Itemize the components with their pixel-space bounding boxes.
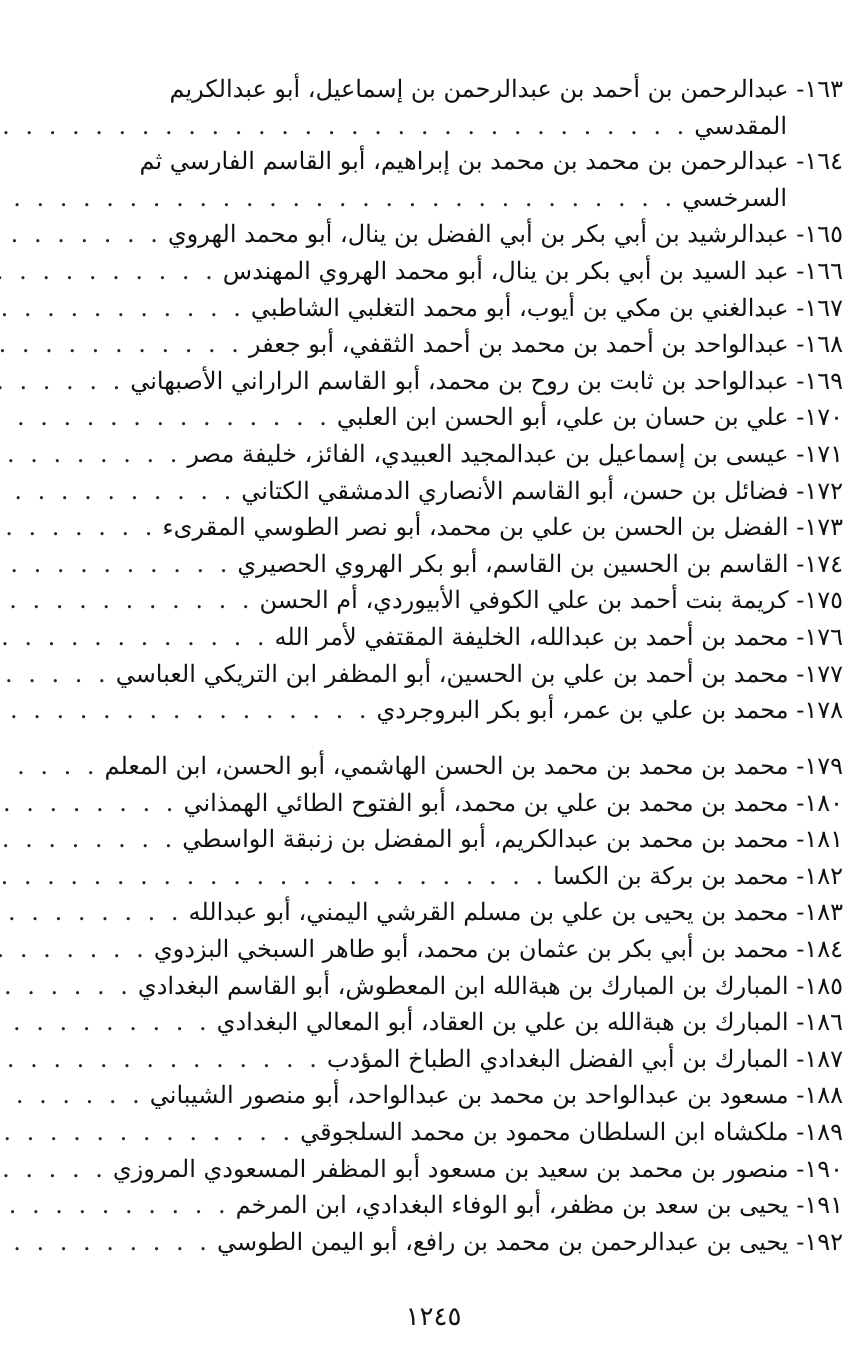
entry-title: ١٧١- عيسى بن إسماعيل بن عبدالمجيد العبيدي، الفائز، خليفة مصر [187,439,843,468]
leader-dots [0,109,694,145]
toc-entry-line [92,931,843,968]
toc-entry-line [92,108,843,145]
entry-title: ١٩٢- يحيى بن عبدالرحمن بن محمد بن رافع، أبو اليمن الطوسي [216,1227,843,1256]
leader-dots [0,327,249,363]
entry-title: ١٨٦- المبارك بن هبةالله بن علي بن العقاد، أبو المعالي البغدادي [216,1008,843,1037]
entry-title: ١٨٤- محمد بن أبي بكر بن عثمان بن محمد، أبو طاهر السبخي البزدوي [153,934,843,963]
toc-entry-line [92,1114,843,1151]
toc-entry-line [92,290,843,327]
toc-entry-line [92,180,843,217]
toc-entry-line [92,253,843,290]
entry-title: ١٧٣- الفضل بن الحسن بن علي بن محمد، أبو نصر الطوسي المقرىء [162,513,843,542]
entry-title: ١٩٠- منصور بن محمد بن سعيد بن مسعود أبو المظفر المسعودي المروزي [112,1154,843,1183]
toc-entry [92,894,843,931]
toc-entry-line [92,858,843,895]
entry-title: ١٨٥- المبارك بن المبارك بن هبةالله ابن المعطوش، أبو القاسم البغدادي [137,971,843,1000]
toc-entry [92,436,843,473]
toc-entry-line [92,436,843,473]
toc-entry-line [92,968,843,1005]
toc-entry-line [92,748,843,785]
entry-title: ١٦٦- عبد السيد بن أبي بكر بن ينال، أبو محمد الهروي المهندس [222,256,843,285]
toc-entry-line [92,894,843,931]
leader-dots [0,1115,300,1151]
leader-dots [0,932,154,968]
toc-entry [92,546,843,583]
entry-title: ١٩١- يحيى بن سعد بن مظفر، أبو الوفاء البغدادي، ابن المرخم [235,1191,843,1220]
leader-dots [0,969,138,1005]
toc-entry-line [92,326,843,363]
entry-title: ١٨٣- محمد بن يحيى بن علي بن مسلم القرشي اليمني، أبو عبدالله [188,898,843,927]
toc-entry-line [92,785,843,822]
toc-entry-line [92,1224,843,1261]
entry-title: ١٨٠- محمد بن محمد بن علي بن محمد، أبو الفتوح الطائي الهمذاني [183,788,843,817]
leader-dots [0,1225,217,1261]
leader-dots [0,859,553,895]
toc-entry-line [92,692,843,729]
entry-title: ١٧٢- فضائل بن حسن، أبو القاسم الأنصاري الدمشقي الكتاني [241,476,843,505]
entry-title: ١٦٥- عبدالرشيد بن أبي بكر بن أبي الفضل بن ينال، أبو محمد الهروي [167,220,843,249]
toc-entry [92,1224,843,1261]
toc-entry [92,399,843,436]
leader-dots [0,822,182,858]
toc-entry [92,1004,843,1041]
leader-dots [0,474,241,510]
toc-entry [92,363,843,400]
toc-entry [92,473,843,510]
toc-entry-line [92,1151,843,1188]
toc-entry [92,785,843,822]
entry-title: ١٦٩- عبدالواحد بن ثابت بن روح بن محمد، أبو القاسم الراراني الأصبهاني [130,366,843,395]
entry-title: ١٦٣- عبدالرحمن بن أحمد بن عبدالرحمن بن إسماعيل، أبو عبدالكريم [169,75,843,103]
leader-dots [0,217,168,253]
toc-section-lower [92,748,843,1260]
toc-entry-line [92,546,843,583]
toc-entry-line [92,1004,843,1041]
toc-entry-line [92,473,843,510]
toc-entry-line [92,72,843,108]
toc-entry-line [92,509,843,546]
toc-entry-line [92,821,843,858]
toc-entry [92,656,843,693]
leader-dots [0,364,130,400]
toc-entry [92,72,843,144]
toc-entry [92,144,843,216]
toc-entry [92,216,843,253]
entry-title: ١٧٠- علي بن حسان بن علي، أبو الحسن ابن العلبي [336,403,843,432]
leader-dots [0,1042,327,1078]
leader-dots [0,786,183,822]
toc-entry [92,253,843,290]
toc-entry [92,1041,843,1078]
leader-dots [0,583,260,619]
leader-dots [0,1005,217,1041]
toc-entry [92,1077,843,1114]
entry-title: ١٧٤- القاسم بن الحسين بن القاسم، أبو بكر الهروي الحصيري [237,549,843,578]
leader-dots [0,620,275,656]
entry-title: ١٨١- محمد بن محمد بن عبدالكريم، أبو المفضل بن زنبقة الواسطي [182,825,843,854]
leader-dots [0,291,251,327]
entry-title: ١٧٧- محمد بن أحمد بن علي بن الحسين، أبو المظفر ابن التريكي العباسي [115,659,843,688]
page-number: ١٢٤٥ [405,1302,462,1332]
entry-title: ١٧٩- محمد بن محمد بن محمد بن الحسن الهاشمي، أبو الحسن، ابن المعلم [104,752,843,780]
toc-entry-line [92,216,843,253]
toc-entry [92,509,843,546]
toc-entry [92,692,843,729]
leader-dots [0,254,223,290]
leader-dots [0,693,376,729]
entry-title: ١٧٦- محمد بن أحمد بن عبدالله، الخليفة المقتفي لأمر الله [274,622,843,651]
entry-title: ١٦٤- عبدالرحمن بن محمد بن محمد بن إبراهيم، أبو القاسم الفارسي ثم [139,147,843,176]
leader-dots [0,181,682,217]
toc-entry [92,821,843,858]
toc-entry-line [92,619,843,656]
entry-title: ١٦٨- عبدالواحد بن أحمد بن محمد بن أحمد الثقفي، أبو جعفر [248,330,843,359]
entry-title: ١٧٥- كريمة بنت أحمد بن علي الكوفي الأبيوردي، أم الحسن [259,586,843,615]
toc-entry-line [92,399,843,436]
toc-entry [92,619,843,656]
entry-title: ١٦٧- عبدالغني بن مكي بن أيوب، أبو محمد التغلبي الشاطبي [250,293,843,322]
toc-entry [92,326,843,363]
leader-dots [0,510,162,546]
toc-entry-line [92,363,843,400]
toc-entry-line [92,1041,843,1078]
toc-entry [92,748,843,785]
leader-dots [0,437,187,473]
toc-entry [92,1114,843,1151]
leader-dots [0,547,237,583]
leader-dots [0,400,337,436]
leader-dots [0,1188,236,1224]
entry-title: ١٧٨- محمد بن علي بن عمر، أبو بكر البروجردي [376,696,843,725]
leader-dots [0,749,105,785]
entry-title: المقدسي [694,111,787,140]
toc-entry [92,968,843,1005]
toc-section-upper [92,72,843,729]
leader-dots [0,657,116,693]
entry-title: السرخسي [682,183,787,212]
toc-entry [92,290,843,327]
toc-entry [92,1151,843,1188]
toc-entry [92,931,843,968]
leader-dots [0,1078,150,1114]
toc-entry [92,1187,843,1224]
entry-title: ١٨٧- المبارك بن أبي الفضل البغدادي الطباخ المؤدب [326,1044,843,1073]
entry-title: ١٨٩- ملكشاه ابن السلطان محمود بن محمد السلجوقي [300,1117,843,1146]
entry-title: ١٨٨- مسعود بن عبدالواحد بن محمد بن عبدالواحد، أبو منصور الشيباني [149,1081,843,1110]
entry-title: ١٨٢- محمد بن بركة بن الكسا [553,861,843,890]
toc-entry-line [92,1077,843,1114]
toc-entry-line [92,1187,843,1224]
toc-entry-line [92,582,843,619]
toc-entry-line [92,144,843,180]
toc-entry [92,858,843,895]
toc-entry [92,582,843,619]
leader-dots [0,1152,113,1188]
leader-dots [0,895,188,931]
toc-entry-line [92,656,843,693]
